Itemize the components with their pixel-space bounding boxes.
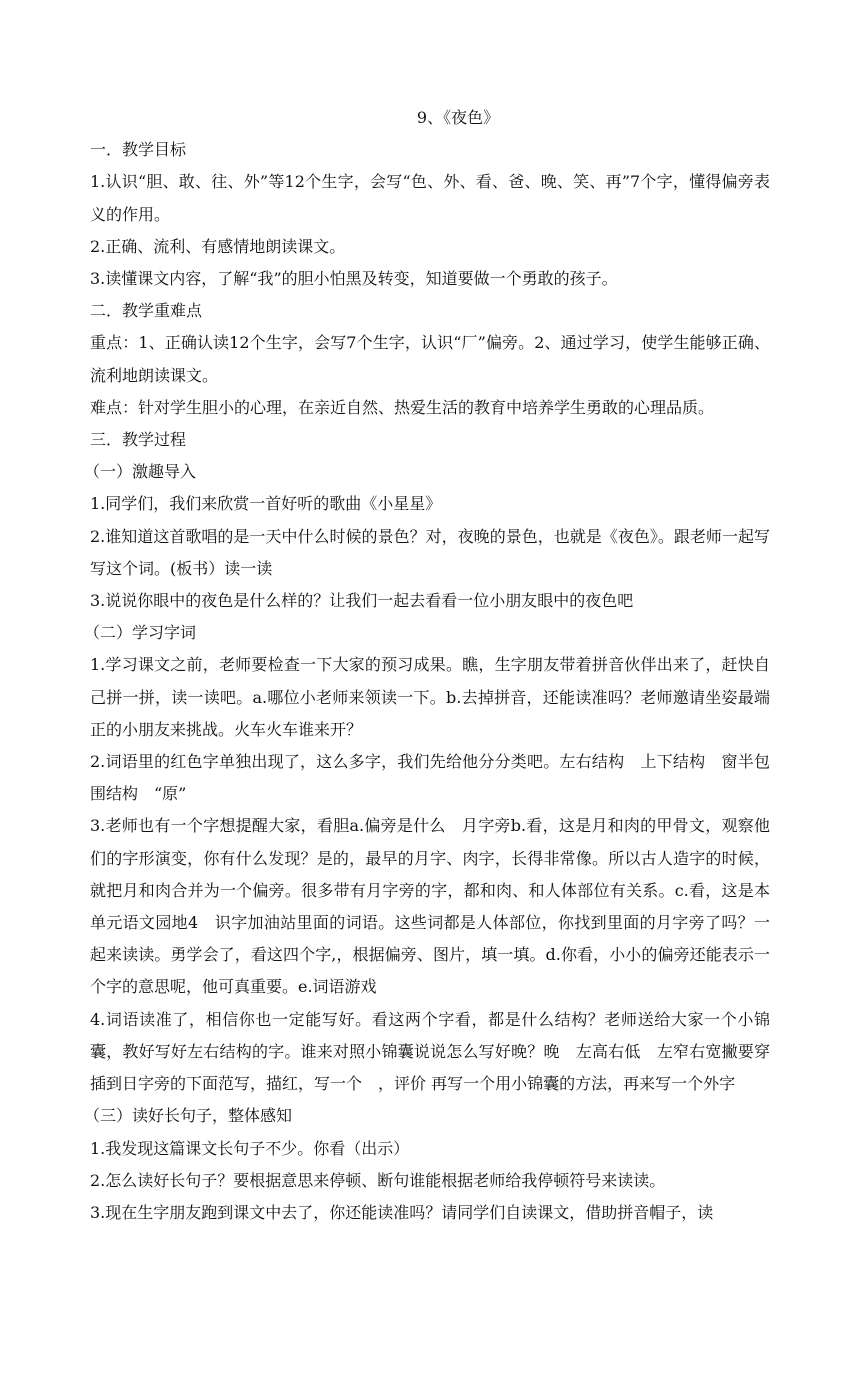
paragraph: 3.现在生字朋友跑到课文中去了，你还能读准吗？请同学们自读课文，借助拼音帽子，读 <box>90 1202 714 1222</box>
paragraph: 重点：1、正确认读12个生字，会写7个生字，认识“厂”偏旁。2、通过学习，使学生能够正确、流利地朗读课文。 <box>90 333 770 385</box>
section-heading-objectives: 一．教学目标 <box>90 140 187 160</box>
paragraph: 3.读懂课文内容，了解“我”的胆小怕黑及转变，知道要做一个勇敢的孩子。 <box>90 269 618 289</box>
paragraph: 2.怎么读好长句子？要根据意思来停顿、断句谁能根据老师给我停顿符号来读读。 <box>90 1170 666 1190</box>
paragraph: 2.正确、流利、有感情地朗读课文。 <box>90 236 346 256</box>
paragraph: 2.谁知道这首歌唱的是一天中什么时候的景色？对，夜晚的景色，也就是《夜色》。跟老师一起写写这个词。(板书）读一读 <box>90 526 770 578</box>
paragraph: 1.认识“胆、敢、往、外”等12个生字，会写“色、外、看、爸、晚、笑、再”7个字，懂得偏旁表义的作用。 <box>90 172 770 224</box>
subsection-heading: （一）激趣导入 <box>84 462 197 482</box>
paragraph: 3.说说你眼中的夜色是什么样的？让我们一起去看看一位小朋友眼中的夜色吧 <box>90 591 634 611</box>
paragraph: 1.学习课文之前，老师要检查一下大家的预习成果。瞧，生字朋友带着拼音伙伴出来了，赶快自己拼一拼，读一读吧。a.哪位小老师来领读一下。b.去掉拼音，还能读准吗？老师邀请坐姿最端正的小朋友来挑战。火车火车谁来开？ <box>90 655 770 739</box>
paragraph: 难点：针对学生胆小的心理，在亲近自然、热爱生活的教育中培养学生勇敢的心理品质。 <box>90 397 715 417</box>
subsection-heading: （三）读好长句子，整体感知 <box>84 1106 293 1126</box>
paragraph: 1.我发现这篇课文长句子不少。你看（出示） <box>90 1138 410 1158</box>
paragraph: 3.老师也有一个字想提醒大家，看胆a.偏旁是什么 月字旁b.看，这是月和肉的甲骨文，观察他们的字形演变，你有什么发现？是的，最早的月字、肉字，长得非常像。所以古人造字的时候，就把月和肉合并为一个偏旁。很多带有月字旁的字，都和肉、和人体部位有关系。c.看，这是本单元语文园地4 识字加油站里面的词语。这些词都是人体部位，你找到里面的月字旁了吗？一起来读读。勇学会了，看这四个字,，根据偏旁、图片，填一填。d.你看，小小的偏旁还能表示一个字的意思呢，他可真重要。e.词语游戏 <box>90 816 770 997</box>
paragraph: 1.同学们，我们来欣赏一首好听的歌曲《小星星》 <box>90 494 442 514</box>
section-heading-process: 三．教学过程 <box>90 430 187 450</box>
subsection-heading: （二）学习字词 <box>84 623 197 643</box>
section-heading-key-points: 二．教学重难点 <box>90 301 203 321</box>
paragraph: 4.词语读准了，相信你也一定能写好。看这两个字看，都是什么结构？老师送给大家一个小锦囊，教好写好左右结构的字。谁来对照小锦囊说说怎么写好晚？晚 左高右低 左窄右宽撇要穿插到日字旁的下面范写，描红，写一个 ，评价 再写一个用小锦囊的方法，再来写一个外字 <box>90 1009 770 1094</box>
paragraph: 2.词语里的红色字单独出现了，这么多字，我们先给他分分类吧。左右结构 上下结构 窗半包围结构 “原” <box>90 752 770 804</box>
document-title: 9、《夜色》 <box>416 108 500 127</box>
